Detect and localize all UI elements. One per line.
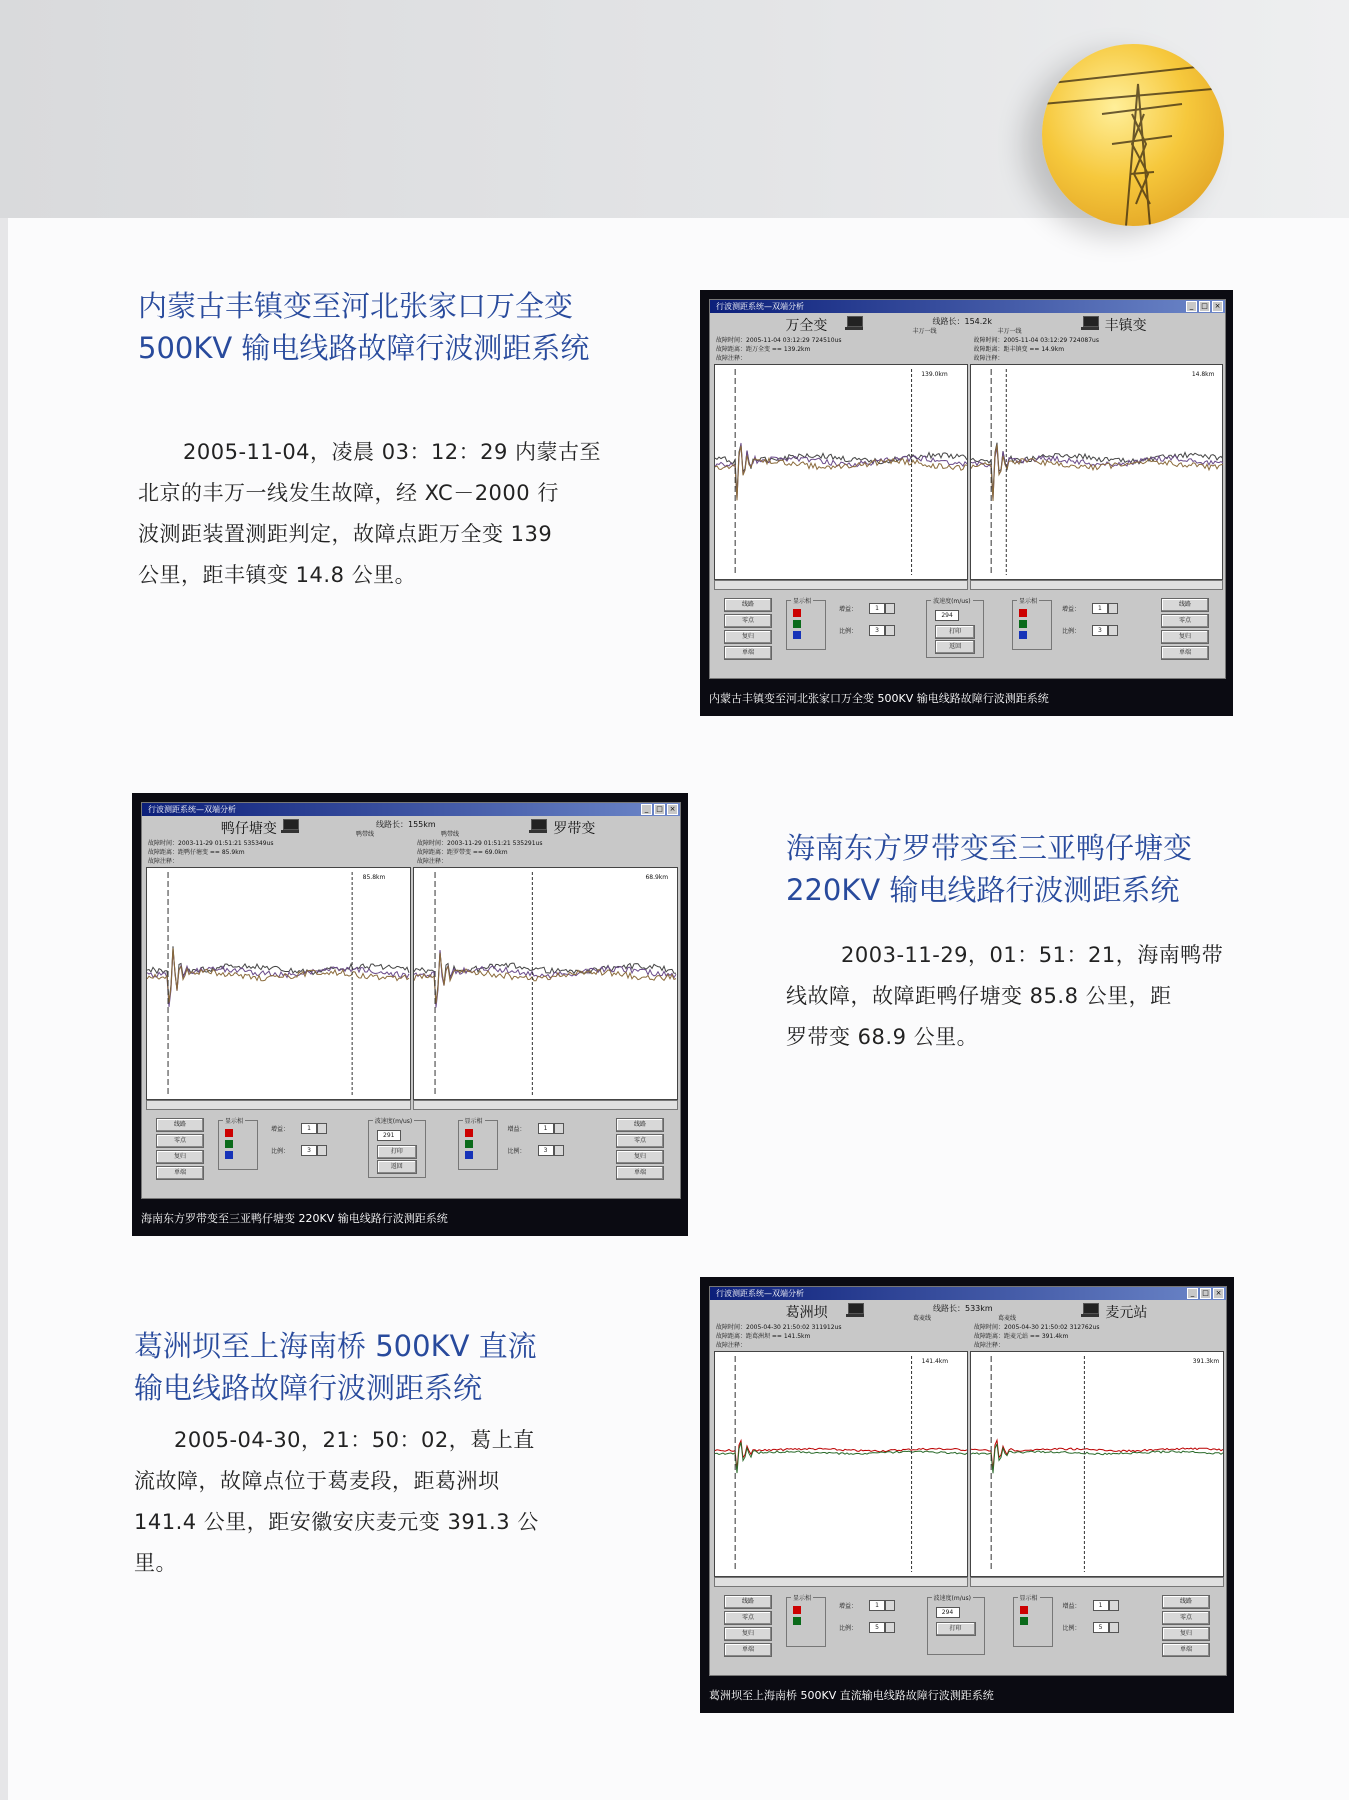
right-fault-info xyxy=(974,336,1099,363)
section-2-title-line-1: 海南东方罗带变至三亚鸭仔塘变 xyxy=(786,831,1193,865)
phase-group-right xyxy=(1012,600,1052,650)
phase-label: 显示相 xyxy=(225,1118,244,1125)
phase-c-checkbox[interactable] xyxy=(793,631,801,639)
reset-button[interactable]: 复归 xyxy=(724,1627,772,1641)
phase-c-checkbox[interactable] xyxy=(465,1151,473,1159)
computer-icon xyxy=(529,819,547,832)
phase-a-checkbox[interactable] xyxy=(793,609,801,617)
screenshot-panel-2 xyxy=(132,793,688,1236)
window-titlebar xyxy=(710,300,1225,313)
back-button[interactable]: 返回 xyxy=(377,1160,417,1174)
window-title: 行波测距系统—双端分析 xyxy=(148,805,236,814)
waveform-trace xyxy=(147,951,409,1007)
phase-b-checkbox[interactable] xyxy=(1020,1617,1028,1625)
control-area xyxy=(714,1589,1220,1671)
line-length: 线路长：533km xyxy=(933,1304,993,1313)
body-line: 罗带变 68.9 公里。 xyxy=(786,1025,979,1049)
computer-icon xyxy=(846,1303,864,1316)
zero-button[interactable]: 零点 xyxy=(616,1134,664,1148)
line-name-right: 丰万一线 xyxy=(997,328,1022,335)
zero-button[interactable]: 零点 xyxy=(724,614,772,628)
gain-label: 增益： xyxy=(1062,1603,1081,1610)
right-waveform-plot[interactable] xyxy=(970,1351,1224,1577)
phase-c-checkbox[interactable] xyxy=(1019,631,1027,639)
software-window xyxy=(709,1286,1227,1676)
info-line: 故障距离：距葛洲坝 == 141.5km xyxy=(716,1333,811,1340)
right-scrollbar[interactable] xyxy=(970,1577,1224,1587)
zero-button[interactable]: 零点 xyxy=(156,1134,204,1148)
info-line: 故障时间：2005-11-04 03:12:29 724510us xyxy=(716,337,842,344)
waveform-trace xyxy=(414,953,676,1003)
line-button[interactable]: 线路 xyxy=(156,1118,204,1132)
info-line: 故障注释： xyxy=(716,1342,747,1349)
section-2-title xyxy=(786,827,1192,911)
window-titlebar xyxy=(142,803,680,816)
body-line: 2005-11-04，凌晨 03：12：29 内蒙古至 xyxy=(183,440,602,464)
line-button[interactable]: 线路 xyxy=(724,598,772,612)
right-distance-label: 14.8km xyxy=(1191,371,1215,378)
gain-field[interactable]: 1 xyxy=(1093,1600,1109,1611)
phase-group-right xyxy=(1013,1597,1053,1647)
waveform-trace xyxy=(147,946,409,1003)
gain-label: 增益： xyxy=(507,1126,526,1133)
print-button[interactable]: 打印 xyxy=(935,625,975,639)
line-button[interactable]: 线路 xyxy=(1162,1595,1210,1609)
computer-icon xyxy=(1081,316,1099,329)
left-scrollbar[interactable] xyxy=(146,1100,411,1110)
station-header xyxy=(142,816,680,838)
control-area xyxy=(146,1112,674,1194)
section-2-title-line-2: 220KV 输电线路行波测距系统 xyxy=(786,873,1180,907)
zero-button[interactable]: 零点 xyxy=(1161,614,1209,628)
phase-group-left xyxy=(786,1597,826,1647)
phase-label: 显示相 xyxy=(793,1595,812,1602)
gain-field[interactable]: 1 xyxy=(869,1600,885,1611)
single-end-button[interactable]: 单端 xyxy=(724,1643,772,1657)
single-end-button[interactable]: 单端 xyxy=(156,1166,204,1180)
phase-b-checkbox[interactable] xyxy=(1019,620,1027,628)
gain-label: 增益： xyxy=(271,1126,290,1133)
computer-icon xyxy=(845,316,863,329)
ratio-field[interactable]: 3 xyxy=(301,1145,317,1156)
waveform-traces xyxy=(414,868,677,1099)
body-line: 北京的丰万一线发生故障，经 XC－2000 行 xyxy=(138,481,559,505)
info-line: 故障注释： xyxy=(974,1342,1005,1349)
left-distance-label: 85.8km xyxy=(362,874,386,881)
section-3-body xyxy=(134,1420,539,1584)
gain-field[interactable]: 1 xyxy=(1092,603,1108,614)
reset-button[interactable]: 复归 xyxy=(616,1150,664,1164)
software-window xyxy=(141,802,681,1199)
maximize-icon[interactable]: □ xyxy=(654,804,665,815)
waveform-traces xyxy=(715,365,967,579)
info-line: 故障注释： xyxy=(417,858,448,865)
single-end-button[interactable]: 单端 xyxy=(1161,646,1209,660)
single-end-button[interactable]: 单端 xyxy=(1162,1643,1210,1657)
gain-label: 增益： xyxy=(839,1603,858,1610)
gain-spinner[interactable] xyxy=(885,1600,895,1611)
close-icon[interactable]: × xyxy=(1213,1288,1224,1299)
left-fault-info xyxy=(716,336,841,363)
phase-label: 显示相 xyxy=(1018,598,1037,605)
line-button[interactable]: 线路 xyxy=(1161,598,1209,612)
left-station-name: 万全变 xyxy=(785,318,828,334)
section-3-title-line-2: 输电线路故障行波测距系统 xyxy=(134,1371,483,1405)
left-scrollbar[interactable] xyxy=(714,1577,968,1587)
info-line: 故障距离：距万全变 == 139.2km xyxy=(716,346,811,353)
gain-label: 增益： xyxy=(839,606,858,613)
right-distance-label: 68.9km xyxy=(645,874,669,881)
minimize-icon[interactable]: _ xyxy=(641,804,652,815)
reset-button[interactable]: 复归 xyxy=(724,630,772,644)
right-distance-label: 391.3km xyxy=(1192,1358,1220,1365)
right-station-name: 丰镇变 xyxy=(1104,318,1147,334)
info-line: 故障时间：2003-11-29 01:51:21 535349us xyxy=(148,840,274,847)
left-station-name: 鸭仔塘变 xyxy=(220,821,277,837)
info-line: 故障距离：距麦元站 == 391.4km xyxy=(974,1333,1069,1340)
screenshot-panel-3 xyxy=(700,1277,1234,1713)
waveform-traces xyxy=(971,365,1223,579)
station-header xyxy=(710,313,1225,335)
speed-field[interactable]: 294 xyxy=(935,610,959,621)
window-title: 行波测距系统—双端分析 xyxy=(716,1289,804,1298)
speed-group xyxy=(368,1120,426,1178)
waveform-traces xyxy=(971,1352,1223,1576)
maximize-icon[interactable]: □ xyxy=(1200,1288,1211,1299)
phase-a-checkbox[interactable] xyxy=(465,1129,473,1137)
line-name-right: 鸭带线 xyxy=(441,831,460,838)
body-line: 流故障，故障点位于葛麦段，距葛洲坝 xyxy=(134,1469,500,1493)
right-scrollbar[interactable] xyxy=(413,1100,678,1110)
print-button[interactable]: 打印 xyxy=(936,1622,976,1636)
power-tower-icon xyxy=(1042,44,1224,226)
waveform-trace xyxy=(414,951,676,1003)
line-length: 线路长：154.2k xyxy=(932,317,993,326)
station-header xyxy=(710,1300,1226,1322)
section-1-body xyxy=(138,432,601,596)
speed-group xyxy=(926,600,984,658)
ratio-spinner[interactable] xyxy=(885,625,895,636)
close-icon[interactable]: × xyxy=(667,804,678,815)
waveform-trace xyxy=(971,1440,1223,1470)
line-button[interactable]: 线路 xyxy=(616,1118,664,1132)
ratio-label: 比例： xyxy=(839,1625,858,1632)
ratio-label: 比例： xyxy=(1061,628,1080,635)
gain-spinner[interactable] xyxy=(1109,1600,1119,1611)
window-title: 行波测距系统—双端分析 xyxy=(716,302,804,311)
section-3-title xyxy=(134,1325,537,1409)
info-line: 故障注释： xyxy=(716,355,747,362)
ratio-spinner[interactable] xyxy=(1108,625,1118,636)
info-line: 故障距离：距鸭仔塘变 == 85.9km xyxy=(148,849,245,856)
phase-b-checkbox[interactable] xyxy=(793,620,801,628)
reset-button[interactable]: 复归 xyxy=(156,1150,204,1164)
phase-b-checkbox[interactable] xyxy=(465,1140,473,1148)
reset-button[interactable]: 复归 xyxy=(1161,630,1209,644)
waveform-trace xyxy=(147,948,409,1002)
line-name-right: 葛麦线 xyxy=(998,1315,1017,1322)
right-waveform-plot[interactable] xyxy=(413,867,678,1100)
body-line: 线故障，故障距鸭仔塘变 85.8 公里，距 xyxy=(786,984,1172,1008)
section-2-body xyxy=(786,935,1223,1058)
info-line: 故障距离：距罗带变 == 69.0km xyxy=(417,849,508,856)
screenshot-caption: 葛洲坝至上海南桥 500KV 直流输电线路故障行波测距系统 xyxy=(709,1689,994,1702)
ratio-label: 比例： xyxy=(839,628,858,635)
info-line: 故障注释： xyxy=(148,858,179,865)
close-icon[interactable]: × xyxy=(1212,301,1223,312)
single-end-button[interactable]: 单端 xyxy=(724,646,772,660)
left-fault-info xyxy=(716,1323,841,1350)
phase-b-checkbox[interactable] xyxy=(793,1617,801,1625)
gain-label: 增益： xyxy=(1061,606,1080,613)
ratio-label: 比例： xyxy=(271,1148,290,1155)
left-distance-label: 139.0km xyxy=(921,371,948,378)
waveform-trace xyxy=(971,448,1223,500)
body-line: 里。 xyxy=(134,1551,177,1575)
body-line: 公里，距丰镇变 14.8 公里。 xyxy=(138,563,417,587)
software-window xyxy=(709,299,1226,679)
left-scrollbar[interactable] xyxy=(714,580,968,590)
right-station-name: 麦元站 xyxy=(1105,1305,1148,1321)
info-line: 故障时间：2005-11-04 03:12:29 724087us xyxy=(973,337,1099,344)
ratio-field[interactable]: 3 xyxy=(869,625,885,636)
single-end-button[interactable]: 单端 xyxy=(616,1166,664,1180)
ratio-field[interactable]: 3 xyxy=(1092,625,1108,636)
minimize-icon[interactable]: _ xyxy=(1187,1288,1198,1299)
ratio-spinner[interactable] xyxy=(1109,1622,1119,1633)
info-line: 故障距离：距丰镇变 == 14.9km xyxy=(973,346,1065,353)
info-line: 故障时间：2005-04-30 21:50:02 311912us xyxy=(716,1324,842,1331)
phase-a-checkbox[interactable] xyxy=(1020,1606,1028,1614)
section-1-title xyxy=(138,285,589,369)
screenshot-caption: 海南东方罗带变至三亚鸭仔塘变 220KV 输电线路行波测距系统 xyxy=(141,1212,448,1225)
left-waveform-plot[interactable] xyxy=(714,1351,968,1577)
gain-spinner[interactable] xyxy=(1108,603,1118,614)
phase-group-right xyxy=(458,1120,498,1170)
control-area xyxy=(714,592,1219,674)
ratio-label: 比例： xyxy=(1062,1625,1081,1632)
line-name-left: 鸭带线 xyxy=(356,831,375,838)
waveform-traces xyxy=(147,868,410,1099)
ratio-field[interactable]: 3 xyxy=(538,1145,554,1156)
section-1-title-line-2: 500KV 输电线路故障行波测距系统 xyxy=(138,331,590,365)
waveform-trace xyxy=(715,443,967,499)
phase-c-checkbox[interactable] xyxy=(225,1151,233,1159)
gain-field[interactable]: 1 xyxy=(869,603,885,614)
gain-spinner[interactable] xyxy=(885,603,895,614)
right-waveform-plot[interactable] xyxy=(970,364,1224,580)
phase-b-checkbox[interactable] xyxy=(225,1140,233,1148)
waveform-traces xyxy=(715,1352,967,1576)
phase-a-checkbox[interactable] xyxy=(1019,609,1027,617)
computer-icon xyxy=(1081,1303,1099,1316)
computer-icon xyxy=(281,819,299,832)
gain-field[interactable]: 1 xyxy=(538,1123,554,1134)
left-waveform-plot[interactable] xyxy=(146,867,411,1100)
info-line: 故障注释： xyxy=(973,355,1004,362)
left-fault-info xyxy=(148,839,273,866)
gain-spinner[interactable] xyxy=(317,1123,327,1134)
window-titlebar xyxy=(710,1287,1226,1300)
print-button[interactable]: 打印 xyxy=(377,1145,417,1159)
right-fault-info xyxy=(417,839,542,866)
phase-a-checkbox[interactable] xyxy=(225,1129,233,1137)
waveform-trace xyxy=(715,1442,967,1473)
body-line: 141.4 公里，距安徽安庆麦元变 391.3 公 xyxy=(134,1510,539,1534)
line-length: 线路长：155km xyxy=(376,820,436,829)
body-line: 波测距装置测距判定，故障点距万全变 139 xyxy=(138,522,553,546)
phase-group-left xyxy=(786,600,826,650)
ratio-spinner[interactable] xyxy=(885,1622,895,1633)
back-button[interactable]: 返回 xyxy=(935,640,975,654)
section-1-title-line-1: 内蒙古丰镇变至河北张家口万全变 xyxy=(138,289,574,323)
maximize-icon[interactable]: □ xyxy=(1199,301,1210,312)
speed-group xyxy=(927,1597,985,1655)
section-3-title-line-1: 葛洲坝至上海南桥 500KV 直流 xyxy=(134,1329,537,1363)
ratio-label: 比例： xyxy=(507,1148,526,1155)
speed-field[interactable]: 291 xyxy=(377,1130,401,1141)
waveform-trace xyxy=(715,444,967,495)
info-line: 故障时间：2005-04-30 21:50:02 312762us xyxy=(974,1324,1100,1331)
right-scrollbar[interactable] xyxy=(970,580,1224,590)
page-edge xyxy=(0,218,8,1800)
right-station-name: 罗带变 xyxy=(553,821,596,837)
left-waveform-plot[interactable] xyxy=(714,364,968,580)
phase-group-left xyxy=(218,1120,258,1170)
phase-label: 显示相 xyxy=(1019,1595,1038,1602)
ratio-field[interactable]: 5 xyxy=(1093,1622,1109,1633)
left-distance-label: 141.4km xyxy=(921,1358,949,1365)
gain-spinner[interactable] xyxy=(554,1123,564,1134)
body-line: 2003-11-29，01：51：21，海南鸭带 xyxy=(841,943,1224,967)
left-station-name: 葛洲坝 xyxy=(785,1305,828,1321)
phase-a-checkbox[interactable] xyxy=(793,1606,801,1614)
right-fault-info xyxy=(974,1323,1099,1350)
gain-field[interactable]: 1 xyxy=(301,1123,317,1134)
zero-button[interactable]: 零点 xyxy=(1162,1611,1210,1625)
body-line: 2005-04-30，21：50：02，葛上直 xyxy=(174,1428,535,1452)
speed-field[interactable]: 294 xyxy=(936,1607,960,1618)
phase-label: 显示相 xyxy=(464,1118,483,1125)
reset-button[interactable]: 复归 xyxy=(1162,1627,1210,1641)
ratio-field[interactable]: 5 xyxy=(869,1622,885,1633)
minimize-icon[interactable]: _ xyxy=(1186,301,1197,312)
speed-label: 波速度(m/us) xyxy=(933,1595,971,1602)
zero-button[interactable]: 零点 xyxy=(724,1611,772,1625)
phase-label: 显示相 xyxy=(793,598,812,605)
line-button[interactable]: 线路 xyxy=(724,1595,772,1609)
speed-label: 波速度(m/us) xyxy=(933,598,971,605)
ratio-spinner[interactable] xyxy=(317,1145,327,1156)
screenshot-panel-1 xyxy=(700,290,1233,716)
waveform-trace xyxy=(971,1444,1223,1474)
line-name-left: 葛麦线 xyxy=(913,1315,932,1322)
info-line: 故障时间：2003-11-29 01:51:21 535291us xyxy=(417,840,543,847)
ratio-spinner[interactable] xyxy=(554,1145,564,1156)
speed-label: 波速度(m/us) xyxy=(374,1118,413,1125)
waveform-trace xyxy=(715,1441,967,1470)
line-name-left: 丰万一线 xyxy=(912,328,937,335)
screenshot-caption: 内蒙古丰镇变至河北张家口万全变 500KV 输电线路故障行波测距系统 xyxy=(709,692,1049,705)
